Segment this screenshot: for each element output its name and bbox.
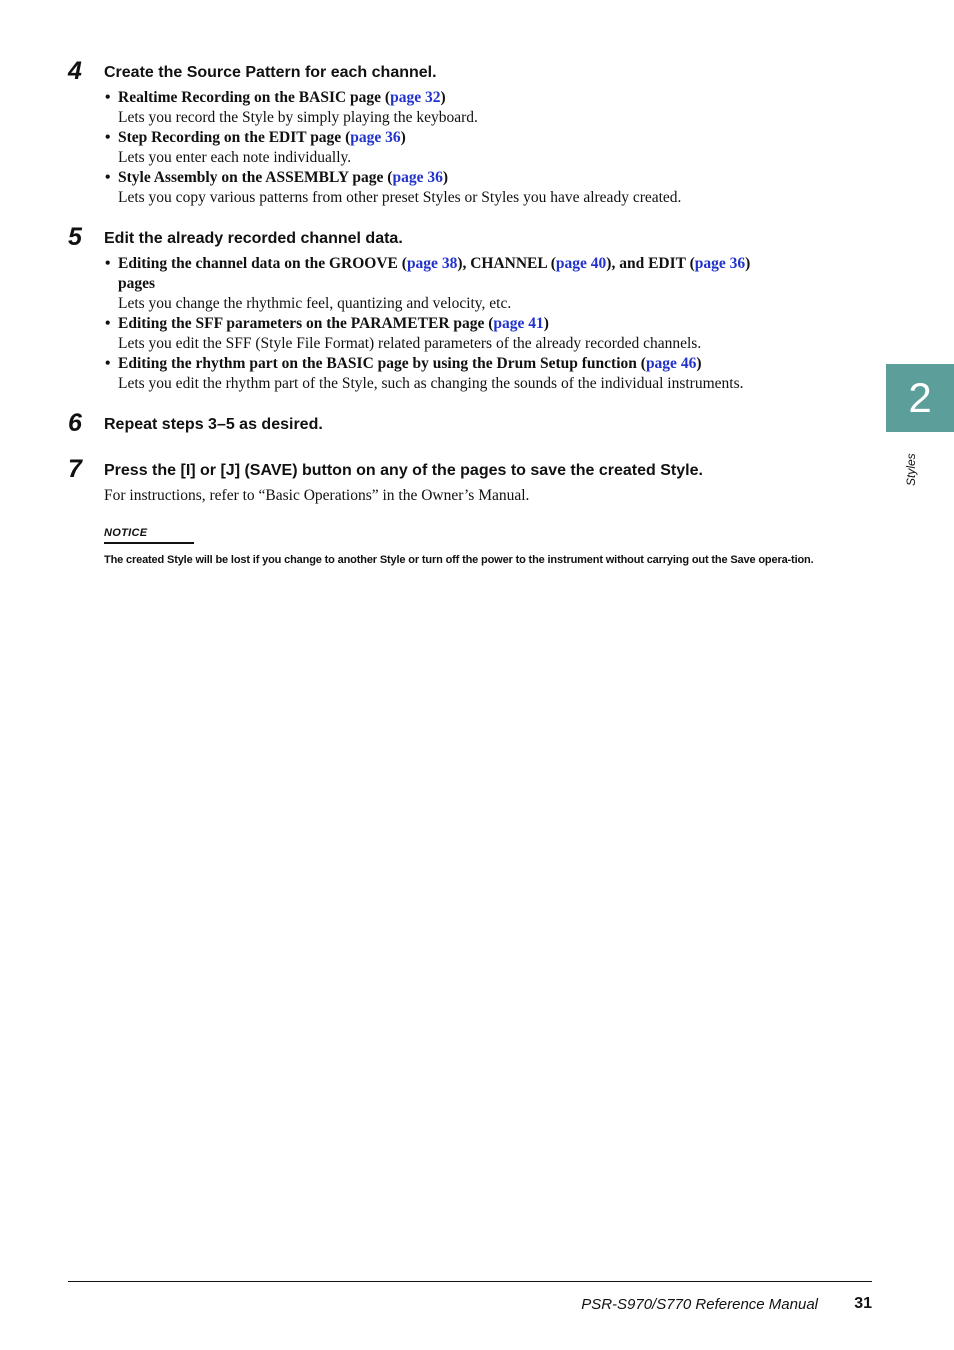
step-number: 7 [68,455,82,483]
item-title: Realtime Recording on the BASIC page ( [118,89,391,106]
item-description: Lets you record the Style by simply playing the keyboard. [118,109,478,126]
page-link[interactable]: page 32 [390,89,441,106]
page-link[interactable]: page 36 [392,169,443,186]
item-description: Lets you edit the SFF (Style File Format) related parameters of the already recorded channels. [118,335,702,352]
item-description: Lets you change the rhythmic feel, quantizing and velocity, etc. [118,295,512,312]
item-description: Lets you copy various patterns from other preset Styles or Styles you have already created. [118,189,682,206]
item-title-continued: pages [118,275,156,292]
notice-text: The created Style will be lost if you change to another Style or turn off the power to the instrument without carrying out the Save opera-tion. [104,554,814,566]
list-item: • Editing the rhythm part on the BASIC page by using the Drum Setup function (page 46) Lets you edit the rhythm part of the Style, such as changing the sounds of the individual instruments. [104,354,824,394]
item-description: Lets you edit the rhythm part of the Style, such as changing the sounds of the individual instruments. [118,375,744,392]
step-number: 6 [68,409,82,437]
item-title: Editing the channel data on the GROOVE ( [118,255,407,272]
chapter-label: Styles [904,453,918,486]
step-heading: Create the Source Pattern for each channel. [104,64,437,81]
page-link[interactable]: page 46 [645,355,697,372]
step-text: For instructions, refer to “Basic Operations” in the Owner’s Manual. [104,487,530,504]
step-heading: Repeat steps 3–5 as desired. [104,416,323,433]
list-item: • Step Recording on the EDIT page (page 36) Lets you enter each note individually. [104,128,824,168]
footer-manual-title: PSR-S970/S770 Reference Manual [581,1296,818,1313]
notice-label: NOTICE [104,527,194,544]
list-item: • Style Assembly on the ASSEMBLY page (page 36) Lets you copy various patterns from other preset Styles or Styles you have already created. [104,168,824,208]
list-item: • Realtime Recording on the BASIC page (page 32) Lets you record the Style by simply playing the keyboard. [104,88,824,128]
page-link[interactable]: page 36 [694,255,746,272]
step-number: 4 [68,57,82,85]
page-link[interactable]: page 41 [493,315,544,332]
item-title: Style Assembly on the ASSEMBLY page ( [118,169,393,186]
step-heading: Press the [I] or [J] (SAVE) button on any of the pages to save the created Style. [104,462,703,479]
list-item: • Editing the channel data on the GROOVE (page 38), CHANNEL (page 40), and EDIT (page 36) pages Lets you change the rhythmic feel, quantizing and velocity, etc. [104,254,824,314]
item-title: Editing the rhythm part on the BASIC page by using the Drum Setup function ( [118,355,646,372]
item-description: Lets you enter each note individually. [118,149,352,166]
list-item: • Editing the SFF parameters on the PARAMETER page (page 41) Lets you edit the SFF (Style File Format) related parameters of the already recorded channels. [104,314,824,354]
step-number: 5 [68,223,82,251]
step-items [104,254,824,394]
item-title: Editing the SFF parameters on the PARAMETER page ( [118,315,494,332]
page-link[interactable]: page 38 [406,255,458,272]
notice-box [104,523,816,568]
footer-divider [68,1281,872,1282]
step-heading: Edit the already recorded channel data. [104,230,403,247]
step-items [104,88,824,208]
page-number: 31 [854,1295,872,1312]
page-link[interactable]: page 36 [350,129,401,146]
chapter-tab: 2 [886,364,954,432]
page-link[interactable]: page 40 [555,255,607,272]
item-title: Step Recording on the EDIT page ( [118,129,351,146]
